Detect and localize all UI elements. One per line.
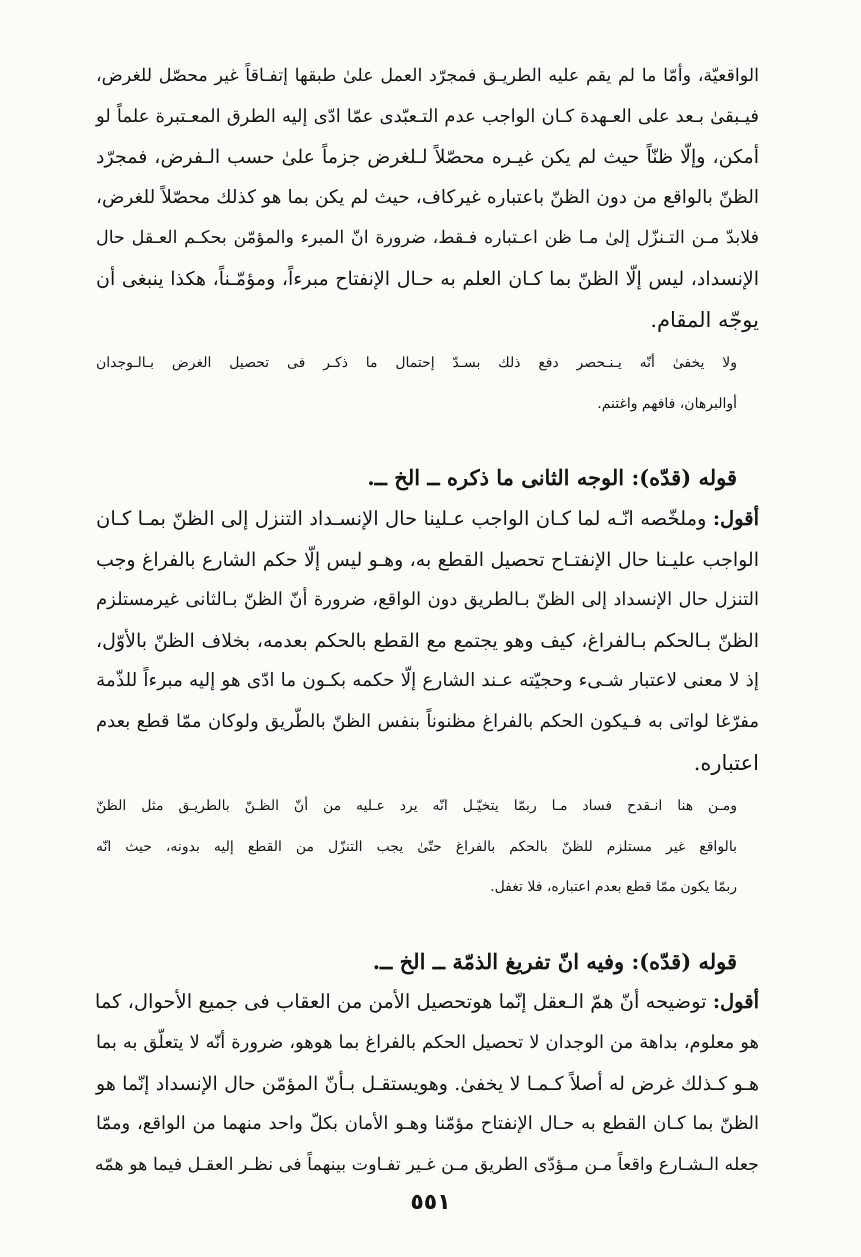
text-line: أمكن، وإلّا ظنّاً حيث لم يكن غيـره محصّلاً لـلغرض جزماً علىٰ حسب الـفرض، فمجرّد	[96, 146, 759, 169]
page-number: ٥٥١	[410, 1190, 451, 1215]
text-line-rest: وملخّصه انّـه لما كـان الواجب عـلينا حال الإنسـداد التنزل إلى الظنّ بمـا كـان	[96, 506, 713, 530]
text-line	[96, 499, 759, 540]
text-line: الإنسداد، ليس إلّا الظنّ بما كـان العلم به حـال الإنفتاح مبرءاً، ومؤمّـناً، هكذا ينبغى أن	[96, 267, 759, 290]
text-line: مفرّغا لواتى به فـيكون الحكم بالفراغ مظنوناً بنفس الظنّ بالطّريق ولوكان ممّا قطع بعدم	[96, 710, 759, 732]
text-line: هو معلوم، بداهة من الوجدان لا تحصيل الحكم بالفراغ بما هوهو، ضرورة أنّه لا يتعلّق به بما	[96, 1032, 759, 1054]
text-line: الظنّ بما كـان القطع به حـال الإنفتاح مؤمّنا وهـو الأمان بكلّ واحد منهما من الواقع، وممّا	[96, 1113, 759, 1135]
paragraph-5	[96, 982, 759, 1185]
aqul-label: أقول:	[712, 990, 759, 1014]
text-line: إذ لا معنى لاعتبار شـىء وحجيّته عـند الشارع إلّا حكمه بكـون ما ادّى هو إليه مبرءاً للذّمة	[96, 670, 759, 692]
paragraph-2	[96, 343, 759, 424]
text-line: أوالبرهان، فافهم واغتنم.	[597, 395, 737, 412]
text-line	[96, 982, 759, 1023]
text-line: فيـبقىٰ بـعد على العـهدة كـان الواجب عدم التـعبّدى عمّا ادّى إليه الطرق المعـتبرة علماً لو	[96, 105, 759, 127]
text-line: الواجب عليـنا حال الإنفتـاح تحصيل القطع به، وهـو ليس إلّا حكم الشارع بالفراغ وجب	[96, 548, 759, 571]
text-line: جعله الـشـارع واقعاً مـن مـؤدّى الطريق مـن غـير تفـاوت بينهماً فى نظـر العقـل فيما هو همّه	[94, 1154, 759, 1175]
text-line: هـو كـذلك غرض له أصلاً كـمـا لا يخفىٰ. وهويستقـل بـأنّ المؤمّن حال الإنسداد إنّما هو	[96, 1072, 759, 1095]
text-line: اعتباره.	[693, 750, 759, 775]
text-line: فلابدّ مـن التـنزّل إلىٰ مـا ظن اعـتباره فـقط، ضرورة انّ المبرء والمؤمّن بحكـم العـقل حال	[96, 228, 759, 249]
text-line: يوجّه المقام.	[650, 307, 759, 332]
paragraph-1	[96, 56, 759, 340]
paragraph-4	[96, 786, 759, 908]
text-line: ومـن هنا انـقدح فساد مـا ربمّا يتخيّـل انّه يرد عـليه من أنّ الظـنّ بالطريـق مثل الظنّ	[96, 798, 737, 815]
section-heading-1: قوله (قدّه): الوجه الثانى ما ذكره ــ الخ ــ.	[367, 465, 737, 491]
paragraph-3	[96, 499, 759, 783]
text-line: بالواقع غير مستلزم للظنّ بالحكم بالفراغ حتّىٰ يجب التنزّل من القطع إليه بدونه، حيث انّه	[96, 838, 737, 855]
aqul-label: أقول:	[712, 506, 759, 530]
text-line: التنزل حال الإنسداد إلى الظنّ بـالطريق دون الواقع، ضرورة أنّ الظنّ بـالثانى غيرمستلزم	[96, 589, 759, 611]
text-line-rest: توضيحه أنّ همّ الـعقل إنّما هوتحصيل الأمن من العقاب فى جميع الأحوال، كما	[94, 990, 713, 1014]
text-line: الظنّ بـالحكم بـالفراغ، كيف وهو يجتمع مع القطع بالحكم بعدمه، بخلاف الظنّ بالأوّل،	[96, 629, 759, 652]
text-line: ولا يخفىٰ أنّه يـنـحصر دفع ذلك بسـدّ إحتمال ما ذكـر فى تحصيل الغرض بـالـوجدان	[96, 355, 737, 372]
text-line: الواقعيّة، وأمّا ما لم يقم عليه الطريـق فمجرّد العمل علىٰ طبقها إتفـاقاً غير محصّل للغرض،	[96, 66, 759, 86]
section-heading-2: قوله (قدّه): وفيه انّ تفريغ الذمّة ــ الخ ــ.	[372, 948, 737, 974]
text-line: الظنّ بالواقع من دون الظنّ باعتباره غيركاف، حيث لم يكن بما هو كذلك محصّلاً للغرض،	[96, 186, 759, 208]
text-line: ربمّا يكون ممّا قطع بعدم اعتباره، فلا تغفل.	[490, 879, 737, 896]
